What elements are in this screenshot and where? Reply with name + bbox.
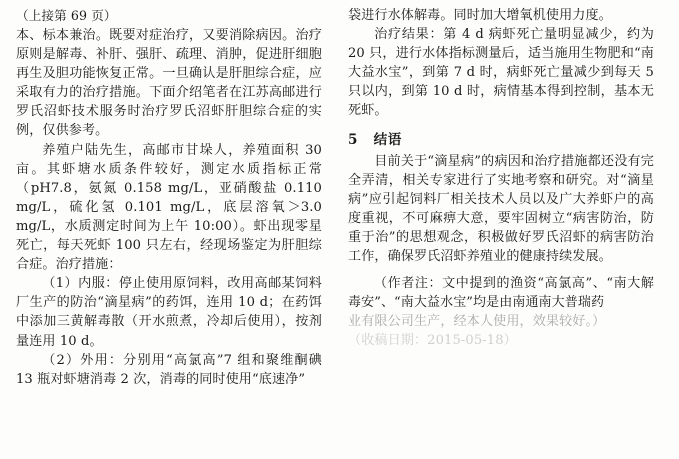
received-date-faded-line: （收稿日期：2015-05-18） xyxy=(348,333,517,349)
paragraph-treatment-internal: （1）内服：停止使用原饲料，改用高邮某饲料厂生产的防治“滴星病”的药饵，连用 10 d；在药饵中添加三黄解毒散（开水煎煮，冷却后使用），按剂量连用 10 d。 xyxy=(16,276,322,349)
spacer xyxy=(348,266,654,274)
section-number: 5 xyxy=(348,131,358,148)
continuation-note: （上接第 69 页） xyxy=(16,8,117,23)
paragraph-conclusion: 目前关于“滴星病”的病因和治疗措施都还没有完全弄清，相关专家进行了实地考察和研究。对“滴星病”应引起饲料厂相关技术人员以及广大养虾户的高度重视，不可麻痹大意，要牢固树立“病害防治，防重于治”的思想观念，积极做好罗氏沼虾的病害防治工作，确保罗氏沼虾养殖业的健康持续发展。 xyxy=(348,153,654,265)
author-note-faded-line: 业有限公司生产，经本人使用，效果较好。） xyxy=(348,314,606,330)
right-column xyxy=(348,6,654,453)
paragraph-treatment-result: 治疗结果：第 4 d 病虾死亡量明显减少，约为 20 只，进行水体指标测量后，适当施用生物肥和“南大益水宝”，到第 7 d 时，病虾死亡量减少到每天 5 只以内，到第 10 d 时，病情基本得到控制，基本无死虾。 xyxy=(348,27,654,119)
paragraph-body-1: 本、标本兼治。既要对症治疗，又要消除病因。治疗原则是解毒、补肝、强肝、疏理、消肿，促进肝细胞再生及胆功能恢复正常。一旦确认是肝胆综合症，应采取有力的治疗措施。下面介绍笔者在江苏高邮进行罗氏沼虾技术服务时治疗罗氏沼虾肝胆综合症的实例，仅供参考。 xyxy=(16,28,322,139)
author-note: （作者注：文中提到的渔资“高氯高”、“南大解毒安”、“南大益水宝”均是由南通南大普瑞药 xyxy=(348,276,654,311)
paragraph-treatment-external: （2）外用：分别用“高氯高”7 组和聚维酮碘 13 瓶对虾塘消毒 2 次，消毒的同时使用“底速净” xyxy=(16,352,322,387)
left-column xyxy=(16,6,322,453)
section-title: 结语 xyxy=(373,131,402,148)
paragraph-case-intro: 养殖户陆先生，高邮市甘垛人，养殖面积 30 亩。其虾塘水质条件较好，测定水质指标正常（pH7.8，氨氮 0.158 mg/L，亚硝酸盐 0.110 mg/L，硫化氢 0.101 mg/L，底层溶氧＞3.0 mg/L，水质测定时间为上午 10:00）。虾出现零星死亡，每天死虾 100 只左右，经现场鉴定为肝胆综合症。治疗措施： xyxy=(16,142,322,273)
section-heading xyxy=(348,130,654,150)
two-column-layout xyxy=(16,6,665,453)
paragraph-body-continued: 袋进行水体解毒。同时加大增氧机使用力度。 xyxy=(348,8,612,23)
